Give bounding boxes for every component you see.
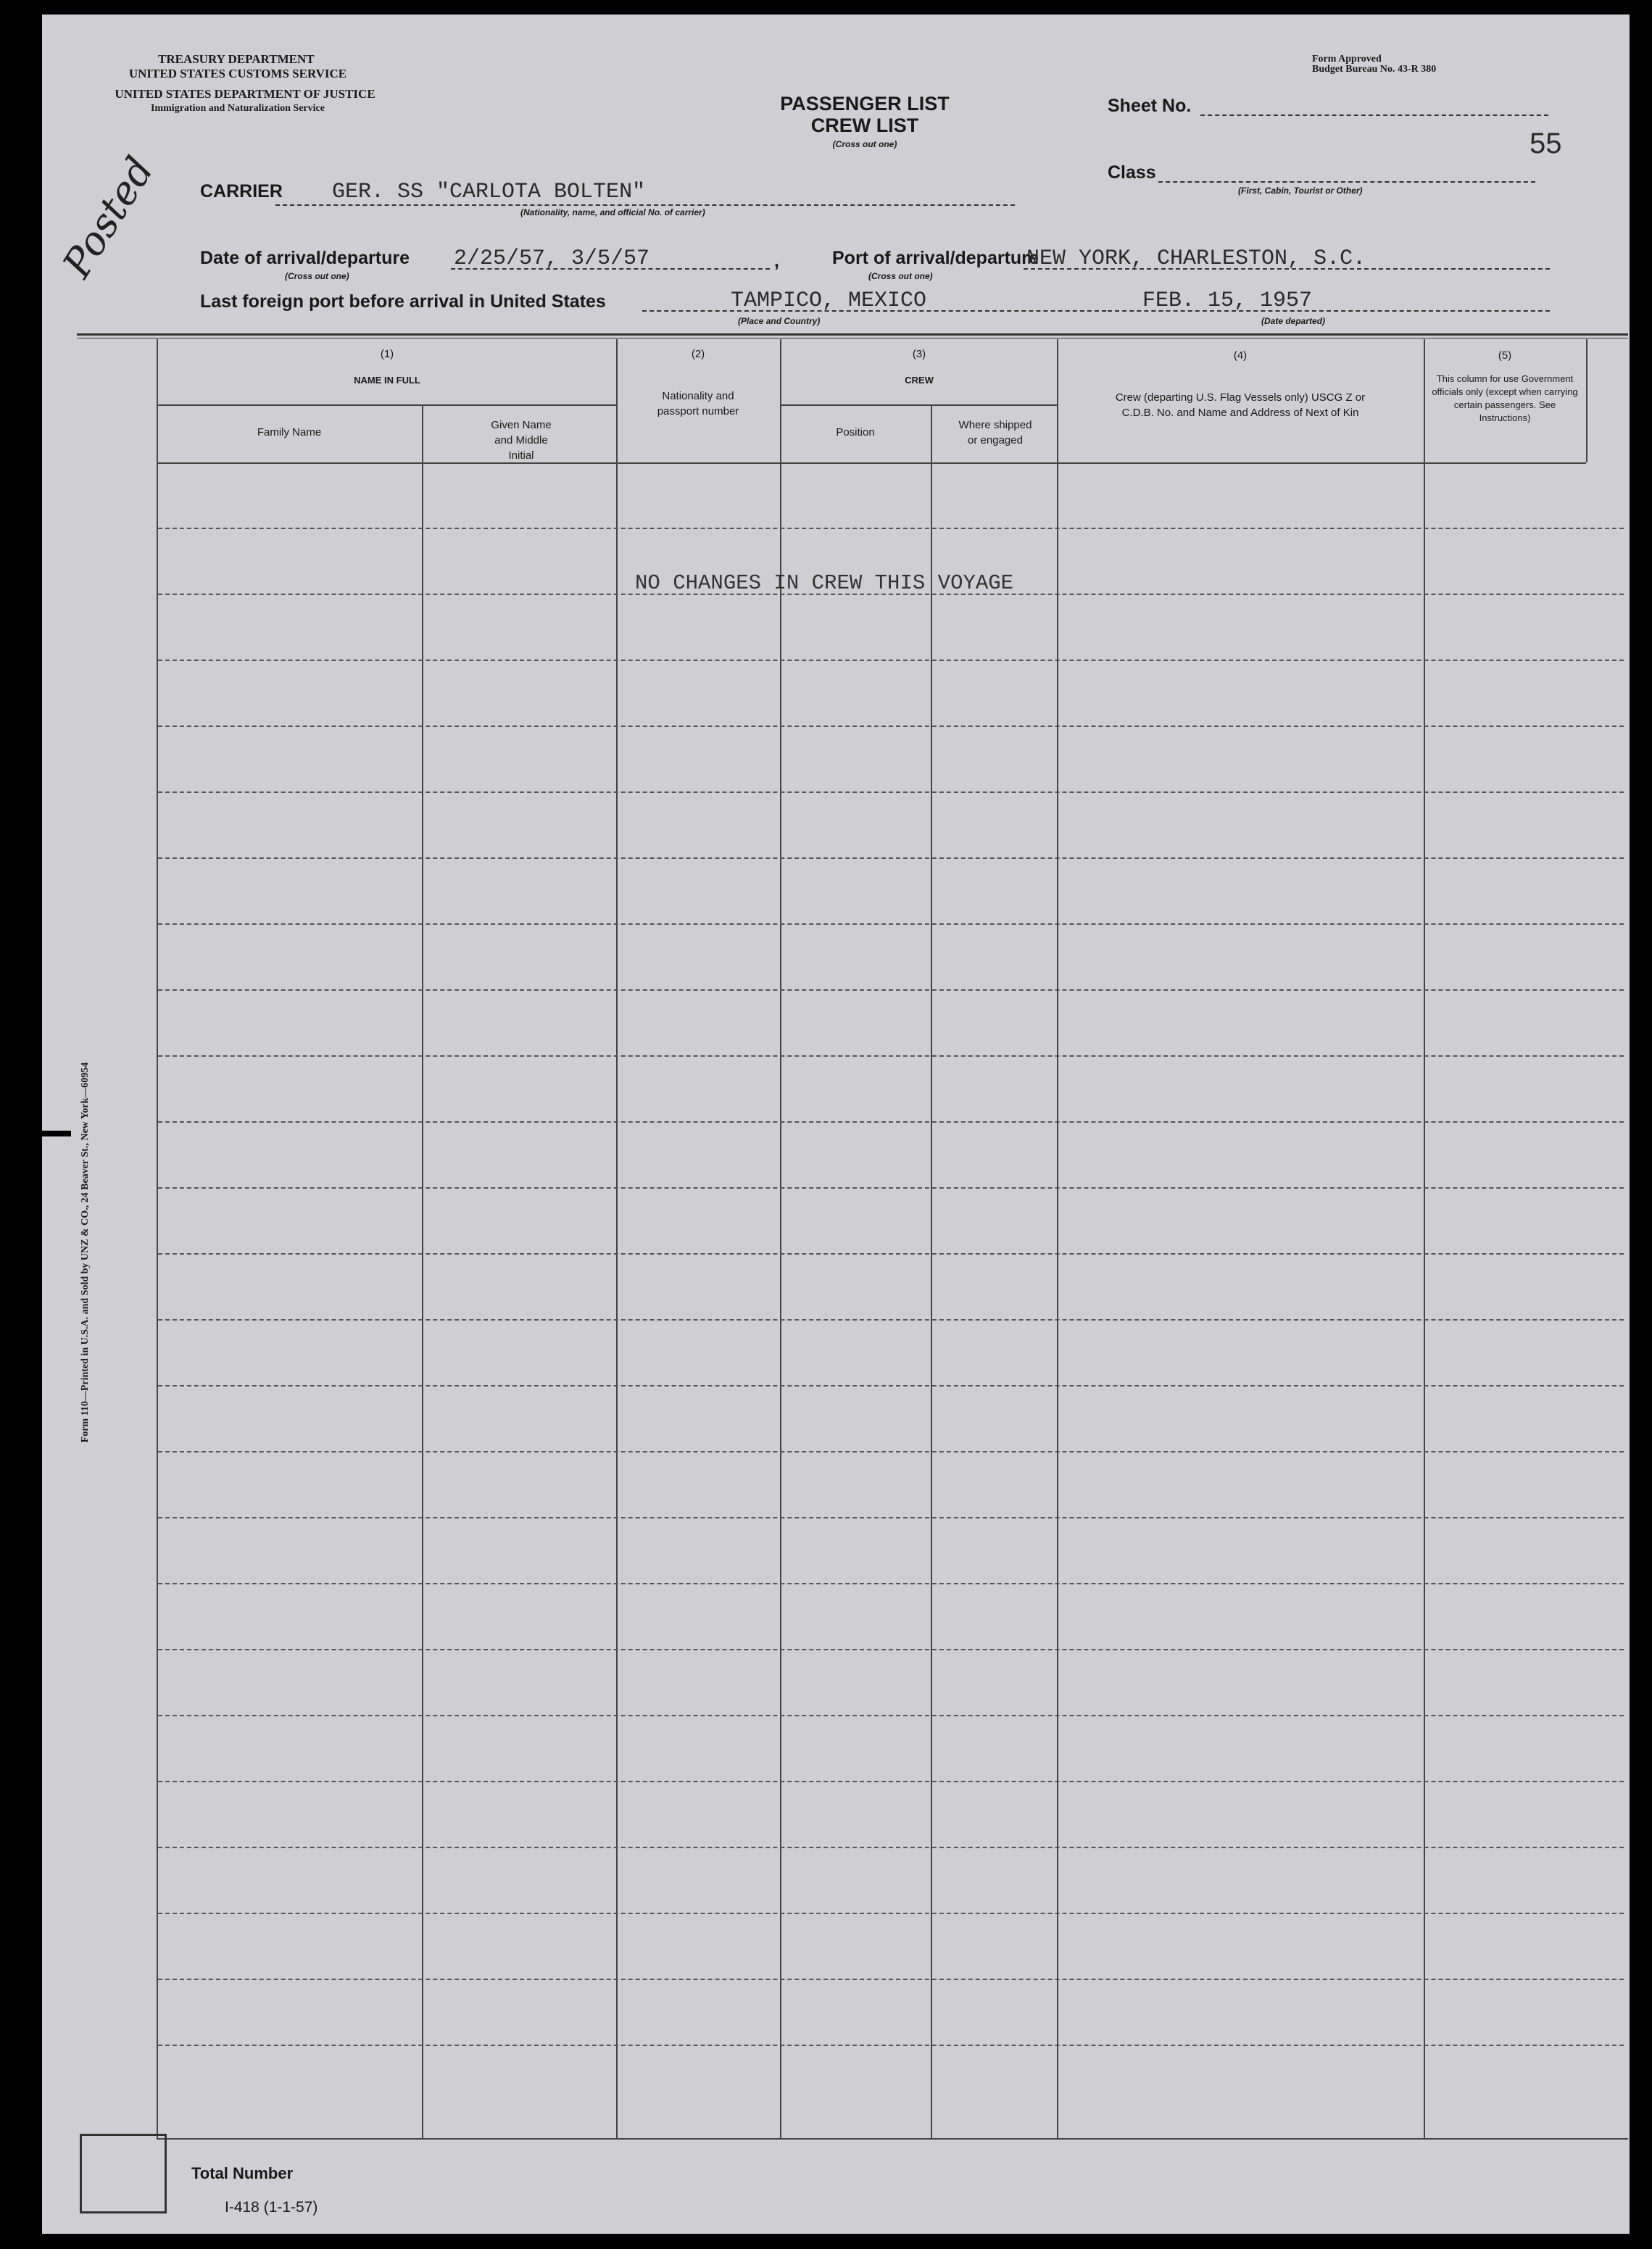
- date-departed-value: FEB. 15, 1957: [1142, 288, 1313, 313]
- table-bottom-rule: [157, 2138, 1628, 2140]
- col5-title: This column for use Government officials only (except when carrying certain passengers. See Instructions): [1432, 373, 1578, 423]
- class-line: [1158, 181, 1535, 183]
- col-line-1a: [422, 406, 423, 2138]
- col3-title: CREW: [905, 375, 934, 386]
- form-number: I-418 (1-1-57): [225, 2199, 318, 2216]
- table-row: [158, 1451, 1624, 1452]
- table-top-rule: [77, 333, 1628, 336]
- table-row: [158, 1187, 1624, 1189]
- col1-title: NAME IN FULL: [354, 375, 420, 386]
- posted-handwriting: Posted: [54, 149, 163, 286]
- total-box: [80, 2134, 167, 2213]
- table-row: [158, 989, 1624, 991]
- col5-number: (5): [1498, 349, 1512, 362]
- col-line-0: [157, 339, 158, 2138]
- class-note: (First, Cabin, Tourist or Other): [1238, 186, 1363, 196]
- table-row: [158, 1847, 1624, 1848]
- table-row: [158, 1979, 1624, 1980]
- table-row: [158, 1517, 1624, 1518]
- date-label: Date of arrival/departure: [200, 248, 410, 268]
- form-page: [42, 14, 1630, 2234]
- title-passenger-list: PASSENGER LIST: [780, 93, 950, 115]
- table-row: [158, 1715, 1624, 1716]
- sheet-number: 55: [1529, 128, 1562, 159]
- table-row: [158, 1319, 1624, 1321]
- date-comma: ,: [774, 251, 779, 271]
- table-row: [158, 1781, 1624, 1782]
- col1-number: (1): [380, 348, 394, 360]
- col-line-5: [1586, 339, 1587, 462]
- form-approved: Form Approved: [1312, 54, 1382, 65]
- col1-sub-rule: [157, 404, 618, 406]
- col2-number: (2): [691, 348, 705, 360]
- agency-line-1: TREASURY DEPARTMENT: [158, 52, 315, 66]
- last-port-note: (Place and Country): [738, 316, 821, 326]
- col-line-1: [616, 339, 618, 2138]
- port-label: Port of arrival/departure: [832, 248, 1039, 268]
- carrier-value: GER. SS "CARLOTA BOLTEN": [332, 180, 646, 204]
- port-line: [1024, 268, 1550, 270]
- table-row: [158, 857, 1624, 859]
- class-label: Class: [1108, 162, 1156, 183]
- budget-bureau: Budget Bureau No. 43-R 380: [1312, 64, 1437, 75]
- col-line-3a: [931, 406, 932, 2138]
- table-row: [158, 1583, 1624, 1584]
- col1a-title: Family Name: [257, 426, 322, 438]
- agency-line-2: UNITED STATES CUSTOMS SERVICE: [128, 67, 347, 80]
- col-line-3: [1057, 339, 1058, 2138]
- paper-tear: [42, 1131, 71, 1136]
- agency-line-4: Immigration and Naturalization Service: [151, 103, 325, 114]
- table-row: [158, 660, 1624, 661]
- sheet-line: [1200, 115, 1548, 116]
- col3b-title: Where shipped or engaged: [958, 419, 1032, 446]
- date-line: [451, 268, 770, 270]
- port-note: (Cross out one): [868, 271, 933, 281]
- table-row: [158, 528, 1624, 529]
- title-crew-list: CREW LIST: [810, 115, 919, 136]
- col-line-2: [780, 339, 781, 2138]
- table-row: [158, 1649, 1624, 1650]
- table-row: [158, 791, 1624, 793]
- last-port-value: TAMPICO, MEXICO: [731, 288, 927, 313]
- agency-line-3: UNITED STATES DEPARTMENT OF JUSTICE: [115, 87, 375, 101]
- col3-number: (3): [912, 348, 926, 360]
- col-line-4: [1424, 339, 1425, 2138]
- no-changes-note: NO CHANGES IN CREW THIS VOYAGE: [635, 571, 1014, 595]
- col4-number: (4): [1233, 349, 1248, 362]
- last-port-label: Last foreign port before arrival in United States: [200, 291, 606, 312]
- col2-title: Nationality and passport number: [657, 390, 739, 417]
- table-row: [158, 726, 1624, 727]
- carrier-line: [275, 204, 1015, 206]
- header-bottom-rule: [157, 462, 1586, 464]
- table-row: [158, 1913, 1624, 1914]
- date-departed-note: (Date departed): [1261, 316, 1326, 326]
- col4-title: Crew (departing U.S. Flag Vessels only) USCG Z or C.D.B. No. and Name and Address of Next of Kin: [1115, 391, 1366, 419]
- col3a-title: Position: [836, 426, 875, 438]
- table-row: [158, 1253, 1624, 1255]
- port-value: NEW YORK, CHARLESTON, S.C.: [1026, 246, 1366, 271]
- side-imprint: Form 110—Printed in U.S.A. and Sold by UNZ & CO., 24 Beaver St., New York—60954: [80, 1062, 91, 1443]
- col3-sub-rule: [780, 404, 1058, 406]
- table-row: [158, 1121, 1624, 1123]
- sheet-label: Sheet No.: [1108, 96, 1192, 116]
- table-row: [158, 1055, 1624, 1057]
- table-row: [158, 923, 1624, 925]
- table-row: [158, 1385, 1624, 1387]
- total-label: Total Number: [191, 2164, 294, 2182]
- title-note: (Cross out one): [832, 139, 897, 149]
- carrier-label: CARRIER: [200, 181, 283, 201]
- carrier-note: (Nationality, name, and official No. of carrier): [520, 207, 705, 217]
- table-row: [158, 2045, 1624, 2046]
- col1b-title: Given Name and Middle Initial: [491, 419, 552, 462]
- date-value: 2/25/57, 3/5/57: [454, 246, 650, 271]
- date-note: (Cross out one): [285, 271, 349, 281]
